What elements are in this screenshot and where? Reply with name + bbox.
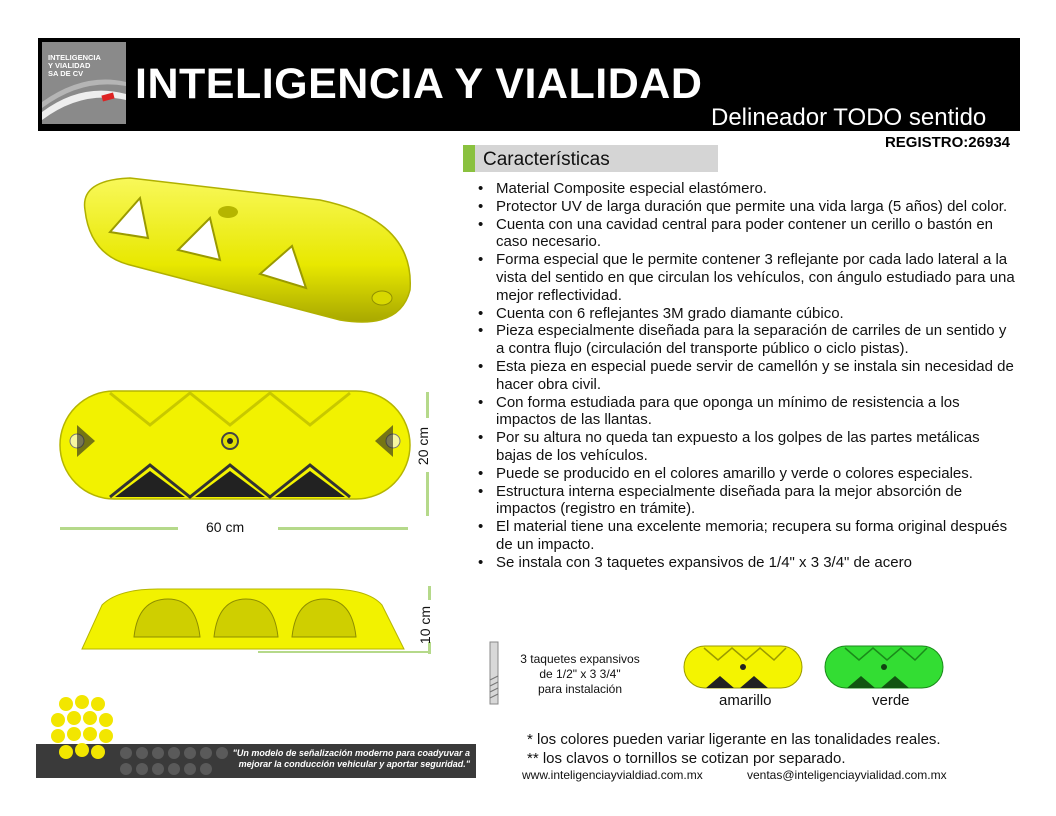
dim-line	[426, 392, 429, 418]
label-verde: verde	[872, 692, 910, 709]
product-3d-image	[70, 170, 420, 340]
feature-item: • Esta pieza en especial puede servir de camellón y se instala sin necesidad de hacer obra civil.	[478, 358, 1018, 394]
feature-item: • Con forma estudiada para que oponga un mínimo de resistencia a los impactos de las llantas.	[478, 394, 1018, 430]
swatch-green	[823, 644, 945, 690]
page-subtitle: Delineador TODO sentido	[711, 104, 987, 131]
registro-label: REGISTRO:26934	[884, 134, 1010, 151]
feature-item: • Por su altura no queda tan expuesto a los golpes de las partes metálicas bajas de los vehículos.	[478, 429, 1018, 465]
email-link[interactable]: ventas@inteligenciayvialidad.com.mx	[747, 768, 947, 782]
feature-item: • Puede se producido en el colores amarillo y verde o colores especiales.	[478, 465, 1018, 483]
logo-line-2: Y VIALIDAD	[48, 61, 91, 70]
label-amarillo: amarillo	[719, 692, 772, 709]
feature-item: • Cuenta con 6 reflejantes 3M grado diamante cúbico.	[478, 305, 1018, 323]
feature-item: • Cuenta con una cavidad central para poder contener un cerillo o bastón en caso necesario.	[478, 216, 1018, 252]
note-clavos: ** los clavos o tornillos se cotizan por separado.	[527, 750, 846, 767]
product-top-view	[55, 385, 415, 505]
logo-line-3: SA DE CV	[48, 69, 84, 78]
feature-item: • El material tiene una excelente memoria; recupera su forma original después de un impacto.	[478, 518, 1018, 554]
feature-item: • Material Composite especial elastómero.	[478, 180, 1018, 198]
taquetes-caption-line: de 1/2" x 3 3/4"	[539, 667, 621, 681]
dim-length: 60 cm	[206, 519, 245, 535]
feature-item: • Se instala con 3 taquetes expansivos de 1/4" x 3 3/4" de acero	[478, 554, 1018, 572]
dim-height-side: 10 cm	[417, 605, 434, 645]
note-colors: * los colores pueden variar ligerante en las tonalidades reales.	[527, 731, 941, 748]
feature-item: • Protector UV de larga duración que permite una vida larga (5 años) del color.	[478, 198, 1018, 216]
slogan-text: "Un modelo de señalización moderno para coadyuvar a mejorar la conducción vehicular y aportar seguridad."	[232, 748, 470, 769]
dim-line	[258, 651, 428, 653]
yellow-dots-logo	[48, 694, 120, 764]
dim-line	[278, 527, 408, 530]
feature-item: • Estructura interna especialmente diseñada para la mejor absorción de impactos (registro en trámite).	[478, 483, 1018, 519]
feature-item: • Pieza especialmente diseñada para la separación de carriles de un sentido y a contra flujo (circulación del transporte público o ciclo pistas).	[478, 322, 1018, 358]
company-logo	[42, 42, 126, 124]
product-side-view	[78, 585, 408, 655]
feature-item: • Forma especial que le permite contener 3 reflejante por cada lado lateral a la vista del sentido en que circulan los vehículos, con ángulo estudiado para una mejor reflectividad.	[478, 251, 1018, 304]
dim-line	[426, 472, 429, 516]
taquetes-caption-line: para instalación	[537, 682, 623, 696]
features-list	[478, 180, 1018, 572]
dim-height-top: 20 cm	[415, 426, 432, 466]
logo-line-1: INTELIGENCIA	[48, 53, 101, 62]
dim-line	[428, 586, 431, 600]
section-title: Características	[483, 149, 610, 170]
taquete-image	[485, 640, 503, 706]
page-title: INTELIGENCIA Y VIALIDAD	[135, 60, 703, 108]
taquetes-caption-line: 3 taquetes expansivos	[520, 652, 640, 666]
taquetes-caption	[505, 652, 655, 697]
dim-line	[60, 527, 178, 530]
section-accent	[463, 145, 475, 172]
website-link[interactable]: www.inteligenciayvialdiad.com.mx	[522, 768, 703, 782]
swatch-yellow	[682, 644, 804, 690]
